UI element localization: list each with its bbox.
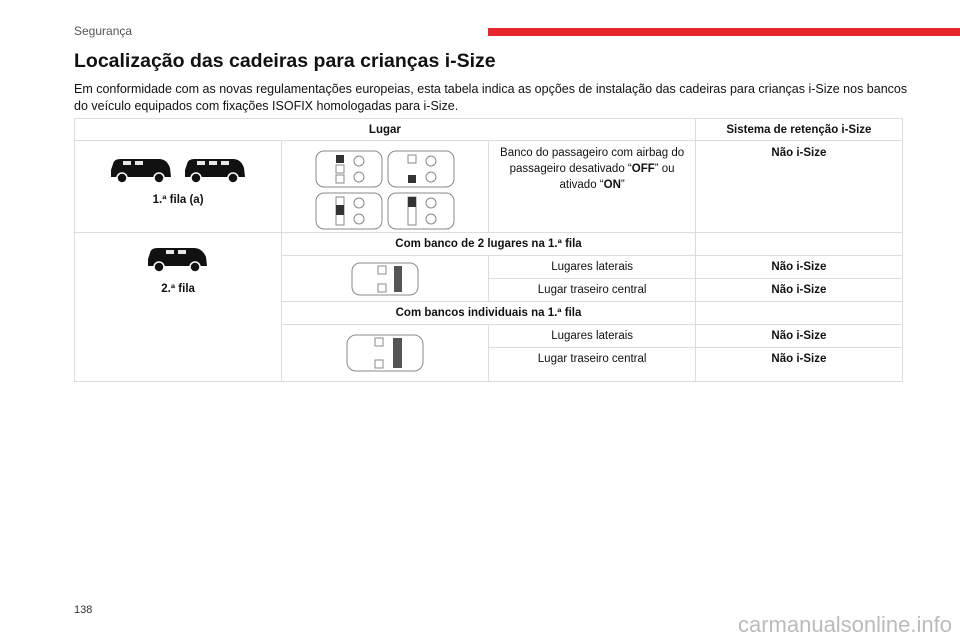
van-short-icon	[146, 245, 210, 275]
intro-paragraph: Em conformidade com as novas regulamentações europeias, esta tabela indica as opções de instalação das cadeiras para crianças i-Size nos bancos do veículo equipados com fixações ISOFIX homologadas para i-Size.	[74, 82, 908, 113]
seat-layout-diagram	[314, 191, 384, 231]
seat-layout-diagram	[386, 191, 456, 231]
row1-place-cell	[75, 141, 282, 233]
seat-layout-diagram	[345, 333, 425, 373]
seat-layout-diagram	[314, 149, 384, 189]
row2-place-cell	[75, 233, 282, 382]
table-header-row	[75, 119, 903, 141]
seat-layout-diagram	[350, 261, 420, 297]
row1-label: 1.ª fila (a)	[152, 194, 204, 206]
group2-result1: Não i-Size	[695, 325, 902, 348]
group1-result2: Não i-Size	[695, 279, 902, 302]
airbag-description: Banco do passageiro com airbag do passageiro desativado “OFF” ou ativado “ON”	[500, 147, 685, 191]
table-row	[75, 141, 903, 233]
empty-cell	[695, 302, 902, 325]
section-label: Segurança	[74, 24, 133, 38]
row1-airbag-cell	[489, 141, 695, 233]
isize-table	[74, 118, 903, 382]
group2-diagram-cell	[282, 325, 489, 382]
seat-layout-diagram	[386, 149, 456, 189]
group1-heading: Com banco de 2 lugares na 1.ª fila	[282, 233, 696, 256]
row1-result-cell	[695, 141, 902, 233]
row1-result: Não i-Size	[771, 147, 827, 159]
watermark: carmanualsonline.info	[737, 612, 952, 637]
group2-heading: Com bancos individuais na 1.ª fila	[282, 302, 696, 325]
van-long-icon	[109, 156, 173, 186]
header-accent-bar	[488, 28, 960, 36]
header-lugar: Lugar	[75, 119, 696, 141]
row2-label: 2.ª fila	[161, 283, 195, 295]
page-title: Localização das cadeiras para crianças i-Size	[74, 50, 496, 72]
group2-option1: Lugares laterais	[489, 325, 695, 348]
group1-option1: Lugares laterais	[489, 256, 695, 279]
row1-diagram-cell	[282, 141, 489, 233]
group1-diagram-cell	[282, 256, 489, 302]
group2-option2: Lugar traseiro central	[489, 348, 695, 382]
empty-cell	[695, 233, 902, 256]
group2-result2: Não i-Size	[695, 348, 902, 382]
header-sistema: Sistema de retenção i-Size	[695, 119, 902, 141]
group1-option2: Lugar traseiro central	[489, 279, 695, 302]
van-long-icon	[183, 156, 247, 186]
group1-result1: Não i-Size	[695, 256, 902, 279]
table-row	[75, 233, 903, 256]
page-number: 138	[74, 604, 93, 616]
